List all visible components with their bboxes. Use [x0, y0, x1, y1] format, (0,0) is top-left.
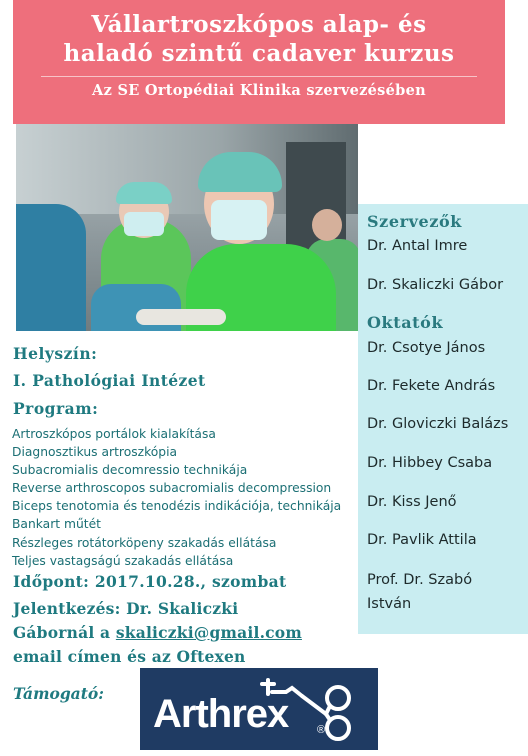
teacher-item: Dr. Pavlik Attila: [367, 532, 477, 548]
program-item: Subacromialis decomressio technikája: [12, 463, 248, 478]
sponsor-brand: Arthrex: [153, 692, 289, 736]
course-subtitle: Az SE Ortopédiai Klinika szervezésében: [92, 82, 426, 99]
registration-block: [13, 597, 302, 669]
title-banner: [13, 0, 505, 124]
course-title: [13, 10, 505, 68]
organizer-item: Dr. Antal Imre: [367, 238, 468, 254]
email-link[interactable]: skaliczki@gmail.com: [115, 623, 302, 642]
teacher-item-line2: István: [367, 596, 412, 612]
registration-prefix: Gábornál a: [13, 623, 116, 642]
faculty-sidebar: [358, 204, 528, 634]
program-item: Diagnosztikus artroszkópia: [12, 445, 178, 460]
teacher-item: Dr. Kiss Jenő: [367, 494, 457, 510]
teachers-heading: Oktatók: [367, 313, 444, 332]
banner-divider: [41, 76, 477, 77]
teacher-item: [367, 568, 472, 616]
organizer-item: Dr. Skaliczki Gábor: [367, 277, 504, 293]
program-list: [12, 425, 341, 570]
teacher-item: Dr. Hibbey Csaba: [367, 455, 493, 471]
organizers-heading: Szervezők: [367, 212, 462, 231]
date-label: Időpont:: [13, 572, 90, 591]
teacher-item: Dr. Gloviczki Balázs: [367, 416, 509, 432]
registration-line2: [13, 621, 302, 645]
sponsor-label: Támogató:: [13, 684, 104, 703]
program-item: Reverse arthroscopos subacromialis decompression: [12, 481, 332, 496]
teacher-item: Dr. Fekete András: [367, 378, 496, 394]
registered-mark: ®: [317, 724, 326, 736]
program-item: Bankart műtét: [12, 517, 101, 532]
program-item: Artroszkópos portálok kialakítása: [12, 427, 216, 441]
location-venue: I. Pathológiai Intézet: [13, 371, 206, 390]
program-item: Részleges rotátorköpeny szakadás ellátása: [12, 535, 277, 550]
arthroscopic-instrument-icon: [258, 674, 370, 744]
program-item: Biceps tenotomia és tenodézis indikációja, technikája: [12, 499, 342, 514]
date-value: 2017.10.28., szombat: [94, 572, 287, 591]
location-label: Helyszín:: [13, 344, 98, 363]
arthrex-logo: [140, 668, 378, 750]
surgeons-photo: [16, 124, 358, 331]
date-line: [13, 572, 286, 591]
teacher-item: Dr. Csotye János: [367, 340, 486, 356]
registration-line3: email címen és az Oftexen: [13, 647, 246, 666]
registration-line1: Jelentkezés: Dr. Skaliczki: [13, 599, 239, 618]
program-label: Program:: [13, 399, 99, 418]
teacher-item-line1: Prof. Dr. Szabó: [367, 572, 473, 588]
course-title-line1: Vállartroszkópos alap- és: [91, 11, 427, 38]
program-item: Teljes vastagságú szakadás ellátása: [12, 553, 234, 568]
course-title-line2: haladó szintű cadaver kurzus: [63, 40, 455, 67]
